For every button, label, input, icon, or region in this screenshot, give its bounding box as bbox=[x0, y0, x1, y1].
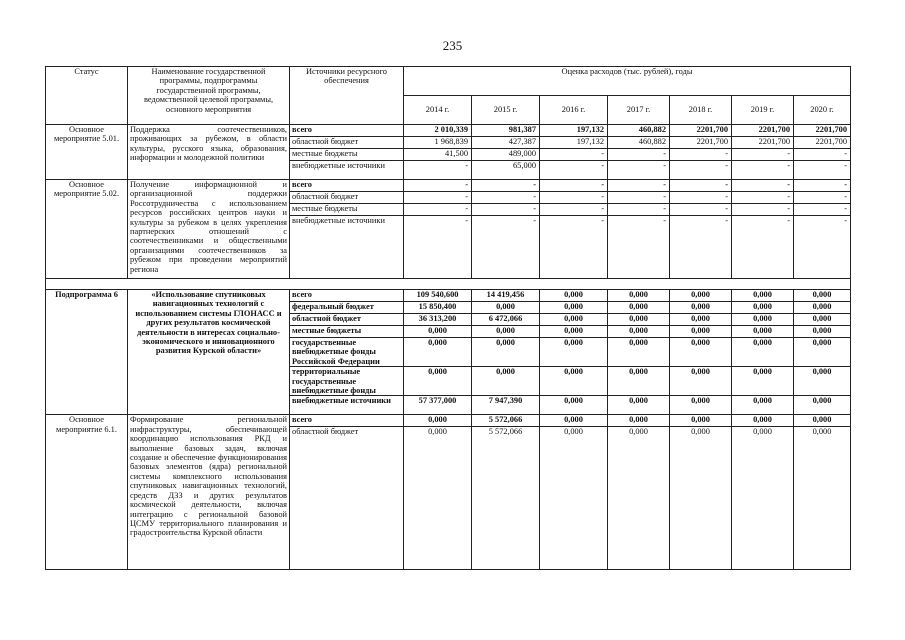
value-cell: 109 540,600 bbox=[404, 290, 472, 302]
value-cell: 0,000 bbox=[794, 415, 851, 427]
value-cell: 0,000 bbox=[540, 326, 608, 338]
value-cell: - bbox=[404, 180, 472, 192]
value-cell: - bbox=[404, 216, 472, 279]
value-cell: 15 850,400 bbox=[404, 302, 472, 314]
funding-source-cell: областной бюджет bbox=[290, 314, 404, 326]
funding-source-cell: местные бюджеты bbox=[290, 204, 404, 216]
value-cell: 0,000 bbox=[732, 367, 794, 396]
value-cell: 0,000 bbox=[540, 367, 608, 396]
value-cell: 0,000 bbox=[670, 396, 732, 415]
year-header: 2019 г. bbox=[732, 96, 794, 125]
value-cell: 0,000 bbox=[670, 314, 732, 326]
estimate-header: Оценка расходов (тыс. рублей), годы bbox=[404, 67, 851, 96]
value-cell: - bbox=[540, 216, 608, 279]
budget-table bbox=[45, 66, 851, 570]
value-cell: 0,000 bbox=[540, 396, 608, 415]
measure-name-cell: Поддержка соотечественников, проживающих за рубежом, в области культуры, русского языка, образования, информации и молодежной политики bbox=[128, 125, 290, 180]
value-cell: 0,000 bbox=[608, 290, 670, 302]
value-cell: 0,000 bbox=[404, 415, 472, 427]
value-cell: - bbox=[404, 192, 472, 204]
year-header: 2018 г. bbox=[670, 96, 732, 125]
value-cell: - bbox=[540, 180, 608, 192]
value-cell: 0,000 bbox=[540, 427, 608, 570]
value-cell: 0,000 bbox=[670, 290, 732, 302]
value-cell: - bbox=[670, 216, 732, 279]
funding-source-cell: всего bbox=[290, 125, 404, 137]
value-cell: - bbox=[472, 216, 540, 279]
value-cell: 0,000 bbox=[404, 338, 472, 367]
value-cell: 0,000 bbox=[608, 326, 670, 338]
value-cell: 41,500 bbox=[404, 149, 472, 161]
status-cell: Основное мероприятие 5.02. bbox=[46, 180, 128, 279]
measure-name-cell: «Использование спутниковых навигационных технологий с использованием системы ГЛОНАСС и других результатов космической деятельности в интересах социально-экономического и инновационного развития Курской области» bbox=[128, 290, 290, 415]
table-row bbox=[46, 290, 851, 302]
value-cell: 0,000 bbox=[670, 302, 732, 314]
value-cell: 0,000 bbox=[540, 415, 608, 427]
funding-source-cell: местные бюджеты bbox=[290, 149, 404, 161]
value-cell: 197,132 bbox=[540, 137, 608, 149]
value-cell: 489,000 bbox=[472, 149, 540, 161]
value-cell: - bbox=[540, 204, 608, 216]
value-cell: 0,000 bbox=[670, 427, 732, 570]
value-cell: - bbox=[472, 192, 540, 204]
value-cell: 5 572,066 bbox=[472, 415, 540, 427]
value-cell: - bbox=[732, 180, 794, 192]
value-cell: - bbox=[540, 149, 608, 161]
value-cell: 197,132 bbox=[540, 125, 608, 137]
year-header: 2020 г. bbox=[794, 96, 851, 125]
value-cell: 0,000 bbox=[540, 314, 608, 326]
value-cell: - bbox=[732, 192, 794, 204]
status-cell: Основное мероприятие 6.1. bbox=[46, 415, 128, 570]
value-cell: - bbox=[732, 161, 794, 180]
value-cell: - bbox=[794, 216, 851, 279]
value-cell: 0,000 bbox=[472, 326, 540, 338]
value-cell: - bbox=[670, 161, 732, 180]
value-cell: - bbox=[404, 161, 472, 180]
value-cell: 0,000 bbox=[404, 427, 472, 570]
value-cell: 0,000 bbox=[794, 338, 851, 367]
funding-source-cell: государственные внебюджетные фонды Российской Федерации bbox=[290, 338, 404, 367]
funding-source-cell: территориальные государственные внебюджетные фонды bbox=[290, 367, 404, 396]
value-cell: 0,000 bbox=[732, 338, 794, 367]
value-cell: 0,000 bbox=[732, 427, 794, 570]
funding-source-cell: внебюджетные источники bbox=[290, 161, 404, 180]
value-cell: - bbox=[608, 180, 670, 192]
funding-source-cell: всего bbox=[290, 415, 404, 427]
value-cell: - bbox=[404, 204, 472, 216]
value-cell: 0,000 bbox=[794, 396, 851, 415]
value-cell: 0,000 bbox=[794, 367, 851, 396]
value-cell: 0,000 bbox=[608, 396, 670, 415]
value-cell: - bbox=[794, 180, 851, 192]
value-cell: 2201,700 bbox=[732, 137, 794, 149]
value-cell: 2201,700 bbox=[794, 125, 851, 137]
value-cell: 0,000 bbox=[608, 427, 670, 570]
value-cell: 0,000 bbox=[540, 290, 608, 302]
value-cell: 460,882 bbox=[608, 125, 670, 137]
measure-name-cell: Получение информационной и организационной поддержки Россотрудничества с использованием ресурсов российских центров науки и культуры за рубежом в целях укрепления партнерских отношений с соотечественниками и общественными организациями соотечественников за рубежом при проведении мероприятий региона bbox=[128, 180, 290, 279]
value-cell: 5 572,066 bbox=[472, 427, 540, 570]
value-cell: - bbox=[794, 161, 851, 180]
name-header: Наименование государственной программы, подпрограммы государственной программы, ведомственной целевой программы, основного мероприятия bbox=[128, 67, 290, 125]
value-cell: 0,000 bbox=[472, 338, 540, 367]
funding-source-cell: всего bbox=[290, 290, 404, 302]
value-cell: 2201,700 bbox=[670, 125, 732, 137]
value-cell: 0,000 bbox=[670, 367, 732, 396]
value-cell: 0,000 bbox=[670, 326, 732, 338]
value-cell: 0,000 bbox=[732, 396, 794, 415]
funding-source-cell: местные бюджеты bbox=[290, 326, 404, 338]
value-cell: - bbox=[608, 204, 670, 216]
value-cell: - bbox=[794, 149, 851, 161]
value-cell: 36 313,200 bbox=[404, 314, 472, 326]
value-cell: 0,000 bbox=[732, 415, 794, 427]
value-cell: 6 472,066 bbox=[472, 314, 540, 326]
funding-source-cell: всего bbox=[290, 180, 404, 192]
table-row bbox=[46, 415, 851, 427]
value-cell: 0,000 bbox=[732, 314, 794, 326]
value-cell: 0,000 bbox=[794, 314, 851, 326]
value-cell: 2 010,339 bbox=[404, 125, 472, 137]
value-cell: 0,000 bbox=[732, 326, 794, 338]
value-cell: 0,000 bbox=[794, 290, 851, 302]
funding-source-cell: областной бюджет bbox=[290, 192, 404, 204]
value-cell: - bbox=[794, 204, 851, 216]
value-cell: - bbox=[540, 161, 608, 180]
value-cell: 0,000 bbox=[608, 367, 670, 396]
status-header: Статус bbox=[46, 67, 128, 125]
funding-source-cell: областной бюджет bbox=[290, 137, 404, 149]
value-cell: - bbox=[732, 216, 794, 279]
status-cell: Основное мероприятие 5.01. bbox=[46, 125, 128, 180]
value-cell: - bbox=[472, 180, 540, 192]
sources-header: Источники ресурсного обеспечения bbox=[290, 67, 404, 125]
value-cell: 0,000 bbox=[732, 302, 794, 314]
funding-source-cell: внебюджетные источники bbox=[290, 216, 404, 279]
page-number: 235 bbox=[442, 38, 463, 53]
value-cell: 2201,700 bbox=[732, 125, 794, 137]
value-cell: - bbox=[608, 192, 670, 204]
value-cell: 14 419,456 bbox=[472, 290, 540, 302]
value-cell: 57 377,000 bbox=[404, 396, 472, 415]
funding-source-cell: внебюджетные источники bbox=[290, 396, 404, 415]
value-cell: - bbox=[540, 192, 608, 204]
table-row bbox=[46, 180, 851, 192]
year-header: 2017 г. bbox=[608, 96, 670, 125]
value-cell: - bbox=[794, 192, 851, 204]
value-cell: - bbox=[670, 204, 732, 216]
value-cell: 65,000 bbox=[472, 161, 540, 180]
year-header: 2015 г. bbox=[472, 96, 540, 125]
value-cell: 0,000 bbox=[608, 302, 670, 314]
value-cell: 427,387 bbox=[472, 137, 540, 149]
value-cell: 0,000 bbox=[794, 427, 851, 570]
funding-source-cell: федеральный бюджет bbox=[290, 302, 404, 314]
value-cell: - bbox=[670, 192, 732, 204]
value-cell: 981,387 bbox=[472, 125, 540, 137]
value-cell: 0,000 bbox=[670, 415, 732, 427]
value-cell: - bbox=[670, 180, 732, 192]
value-cell: - bbox=[732, 149, 794, 161]
value-cell: - bbox=[608, 149, 670, 161]
value-cell: 2201,700 bbox=[670, 137, 732, 149]
value-cell: 0,000 bbox=[540, 338, 608, 367]
value-cell: 0,000 bbox=[404, 367, 472, 396]
value-cell: 0,000 bbox=[608, 338, 670, 367]
value-cell: 7 947,390 bbox=[472, 396, 540, 415]
value-cell: 0,000 bbox=[670, 338, 732, 367]
value-cell: 0,000 bbox=[404, 326, 472, 338]
measure-name-cell: Формирование региональной инфраструктуры, обеспечивающей координацию использования РКД и выполнение базовых задач, включая создание и обеспечение функционирования базовых элементов (ядра) региональной системы комплексного использования спутниковых навигационных технологий, средств ДЗЗ и других результатов космической деятельности, включая интеграцию с региональной базовой ЦСМУ территориального планирования и градостроительства Курской области bbox=[128, 415, 290, 570]
value-cell: 0,000 bbox=[608, 415, 670, 427]
value-cell: - bbox=[608, 161, 670, 180]
year-header: 2014 г. bbox=[404, 96, 472, 125]
value-cell: 0,000 bbox=[794, 326, 851, 338]
funding-source-cell: областной бюджет bbox=[290, 427, 404, 570]
value-cell: 0,000 bbox=[472, 367, 540, 396]
value-cell: - bbox=[472, 204, 540, 216]
section-separator bbox=[46, 279, 851, 290]
value-cell: 1 968,839 bbox=[404, 137, 472, 149]
value-cell: - bbox=[670, 149, 732, 161]
status-cell: Подпрограмма 6 bbox=[46, 290, 128, 415]
table-row bbox=[46, 125, 851, 137]
value-cell: - bbox=[608, 216, 670, 279]
value-cell: 0,000 bbox=[472, 302, 540, 314]
value-cell: 0,000 bbox=[732, 290, 794, 302]
value-cell: 0,000 bbox=[540, 302, 608, 314]
value-cell: 0,000 bbox=[794, 302, 851, 314]
value-cell: 0,000 bbox=[608, 314, 670, 326]
value-cell: 460,882 bbox=[608, 137, 670, 149]
value-cell: - bbox=[732, 204, 794, 216]
year-header: 2016 г. bbox=[540, 96, 608, 125]
value-cell: 2201,700 bbox=[794, 137, 851, 149]
